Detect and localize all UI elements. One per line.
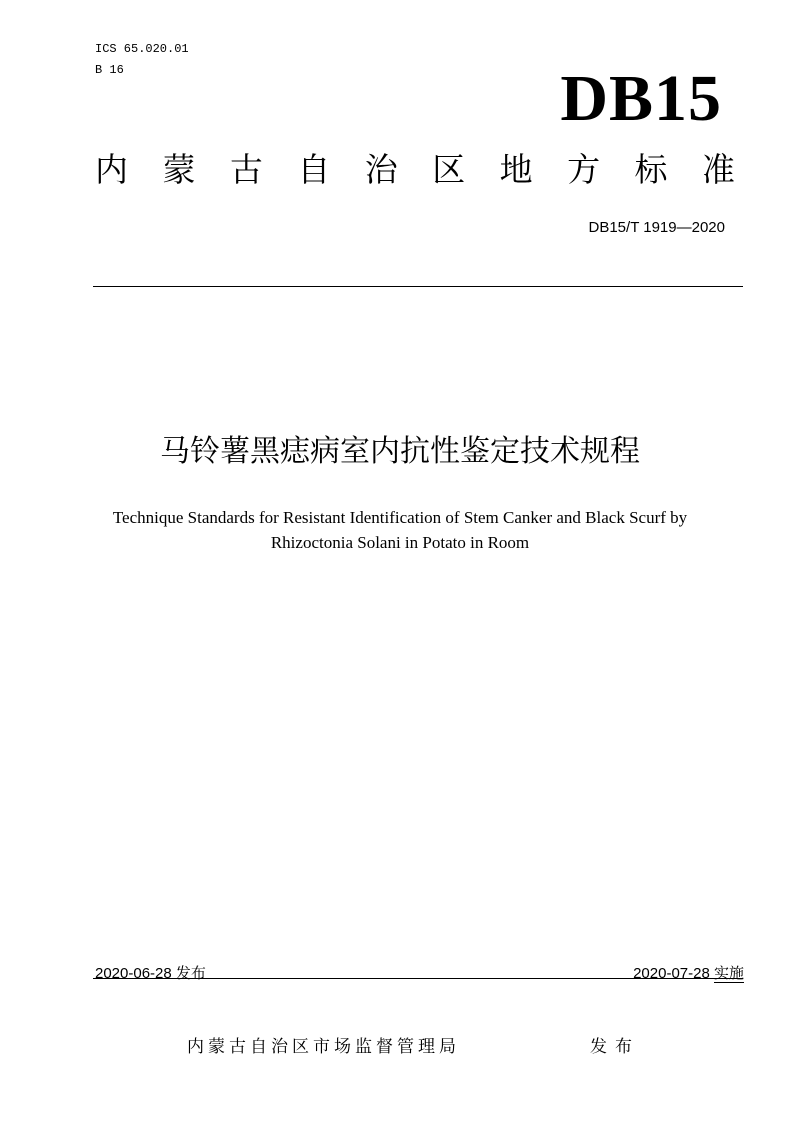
standard-type-char: 治 (364, 150, 398, 189)
standard-type-char: 内 (95, 150, 128, 189)
standard-number: DB15/T 1919—2020 (588, 219, 725, 236)
standard-type-char: 准 (701, 150, 735, 189)
bottom-divider (93, 978, 743, 979)
standard-type-char: 古 (229, 150, 263, 189)
document-title-english (40, 505, 760, 555)
standard-type-char: 自 (297, 150, 331, 189)
publish-label: 发布 (590, 1037, 640, 1057)
standard-type-char: 区 (432, 150, 466, 189)
standard-type-char: 地 (499, 150, 533, 189)
implement-date: 2020-07-28 (633, 965, 710, 982)
standard-type-char: 蒙 (162, 150, 196, 189)
standard-type-heading (95, 150, 735, 189)
implement-date-line (633, 962, 744, 983)
issue-date: 2020-06-28 (95, 965, 172, 982)
english-title-line: Rhizoctonia Solani in Potato in Room (270, 533, 530, 552)
implement-label: 实施 (713, 965, 744, 982)
issue-date-line (95, 962, 206, 983)
ccs-code: B 16 (95, 63, 124, 77)
standard-type-char: 标 (634, 150, 668, 189)
issuing-authority: 内蒙古自治区市场监督管理局 (187, 1037, 460, 1057)
english-title-line: Technique Standards for Resistant Identification of Stem Canker and Black Scurf by (112, 508, 688, 527)
ics-code: ICS 65.020.01 (95, 42, 189, 56)
document-title-chinese: 马铃薯黑痣病室内抗性鉴定技术规程 (160, 434, 640, 469)
standard-logo: DB15 (560, 62, 722, 135)
standard-type-char: 方 (567, 150, 601, 189)
issue-label: 发布 (175, 965, 206, 982)
top-divider (93, 286, 743, 287)
